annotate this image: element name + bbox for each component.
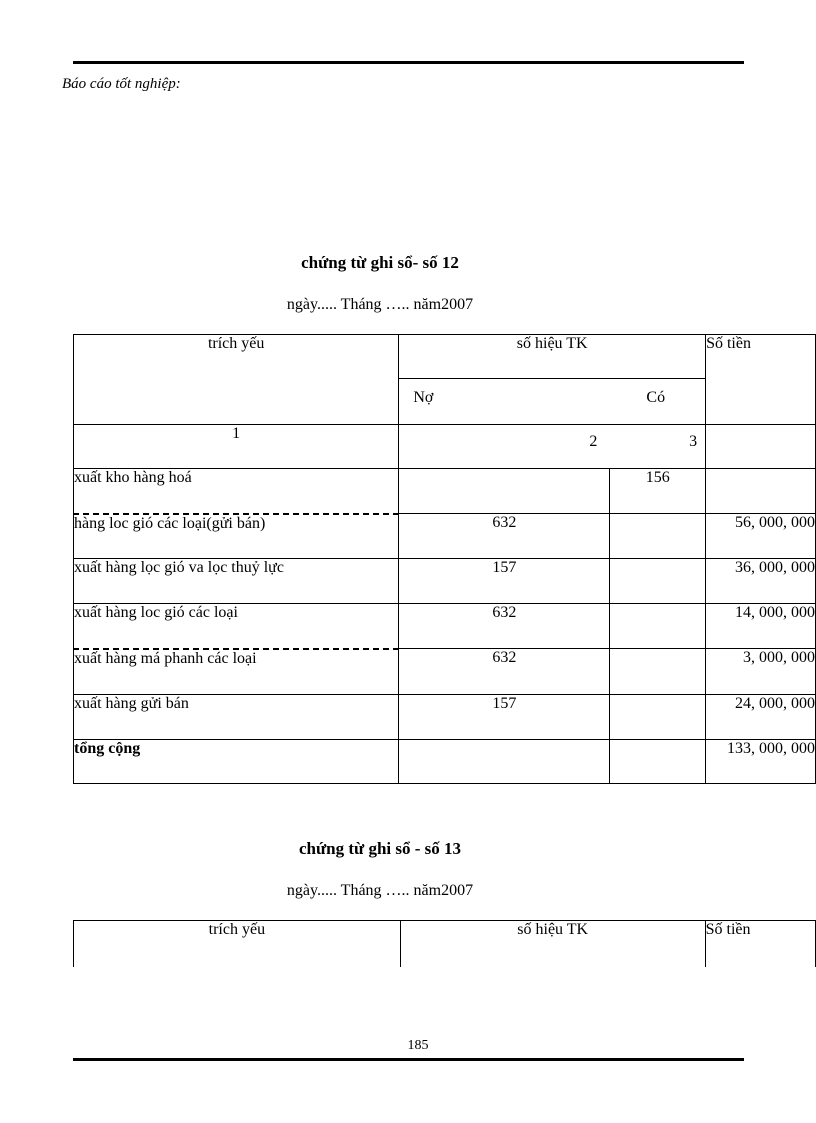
row-debit: 157 <box>399 695 610 740</box>
total-amount: 133, 000, 000 <box>706 740 816 784</box>
voucher-12-date: ngày..... Tháng ….. năm2007 <box>286 296 474 313</box>
total-row <box>74 740 816 784</box>
table-row <box>74 604 816 649</box>
col-number-2: 2 <box>589 433 598 450</box>
row-debit: 632 <box>399 514 610 559</box>
table-row <box>74 514 816 559</box>
col-amount-header: Số tiền <box>706 335 816 425</box>
row-credit <box>610 604 706 649</box>
row-amount: 3, 000, 000 <box>706 649 816 695</box>
row-credit: 156 <box>610 469 706 514</box>
row-amount: 14, 000, 000 <box>706 604 816 649</box>
credit-subheader: Có <box>646 389 666 406</box>
row-summary: xuất hàng gửi bán <box>74 695 399 740</box>
row-amount: 24, 000, 000 <box>706 695 816 740</box>
total-debit <box>399 740 610 784</box>
row-credit <box>610 514 706 559</box>
col-number-1: 1 <box>74 425 399 469</box>
row-amount: 36, 000, 000 <box>706 559 816 604</box>
col-number-3: 3 <box>689 433 698 450</box>
col-summary-header: trích yếu <box>74 335 399 425</box>
table-row <box>74 649 816 695</box>
row-debit: 632 <box>399 604 610 649</box>
row-summary: hàng loc gió các loại(gửi bán) <box>74 514 399 559</box>
table-row <box>74 469 816 514</box>
voucher-12-title: chứng từ ghi sổ- số 12 <box>301 253 459 272</box>
row-amount: 56, 000, 000 <box>706 514 816 559</box>
col-account-header: số hiệu TK <box>400 921 705 967</box>
col-summary-header: trích yếu <box>74 921 401 967</box>
row-debit: 157 <box>399 559 610 604</box>
row-amount <box>706 469 816 514</box>
row-credit <box>610 695 706 740</box>
total-label: tổng cộng <box>74 740 399 784</box>
row-summary: xuất hàng lọc gió va lọc thuỷ lực <box>74 559 399 604</box>
table-row <box>74 559 816 604</box>
bottom-rule <box>73 1058 744 1061</box>
page-number: 185 <box>407 1038 429 1053</box>
table-row <box>74 695 816 740</box>
report-header: Báo cáo tốt nghiệp: <box>62 76 181 92</box>
row-summary: xuất hàng loc gió các loại <box>74 604 399 649</box>
col-number-2-3 <box>399 425 706 469</box>
voucher-13-table <box>73 920 816 967</box>
col-number-4 <box>706 425 816 469</box>
voucher-12-table <box>73 334 816 784</box>
account-subheader <box>399 379 706 425</box>
col-amount-header: Số tiền <box>705 921 815 967</box>
col-account-header: số hiệu TK <box>399 335 706 379</box>
row-debit <box>399 469 610 514</box>
debit-subheader: Nợ <box>413 389 434 406</box>
row-credit <box>610 559 706 604</box>
row-summary: xuất hàng má phanh các loại <box>74 649 399 695</box>
voucher-13-title: chứng từ ghi sổ - số 13 <box>298 839 462 858</box>
voucher-13-date: ngày..... Tháng ….. năm2007 <box>286 882 474 899</box>
total-credit <box>610 740 706 784</box>
row-debit: 632 <box>399 649 610 695</box>
top-rule <box>73 61 744 64</box>
row-summary: xuất kho hàng hoá <box>74 469 399 514</box>
row-credit <box>610 649 706 695</box>
